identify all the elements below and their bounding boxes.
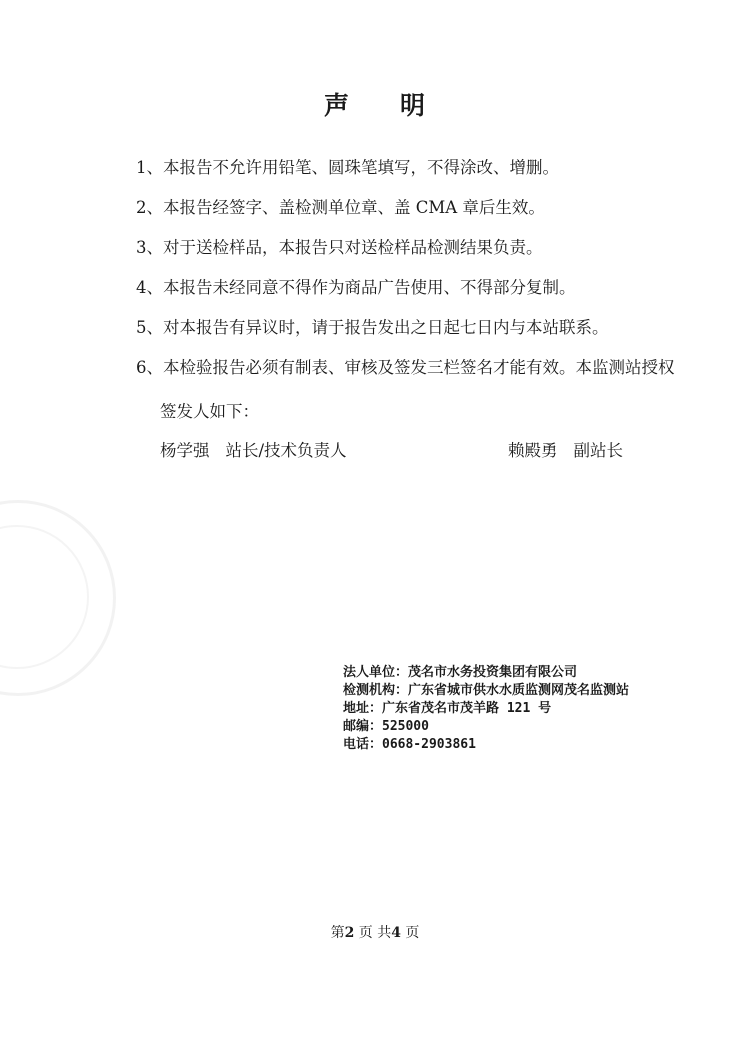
page-title <box>0 86 750 122</box>
page-mid: 页 共 <box>358 925 392 941</box>
item-text: 本报告经签字、盖检测单位章、盖 CMA 章后生效。 <box>163 198 545 217</box>
item-text: 本检验报告必须有制表、审核及签发三栏签名才能有效。本监测站授权 <box>163 358 675 377</box>
item-text: 本报告未经同意不得作为商品广告使用、不得部分复制。 <box>163 278 576 297</box>
page-total: 4 <box>391 925 401 941</box>
authorized-signers <box>160 437 660 461</box>
page-prefix: 第 <box>330 925 345 941</box>
postcode-line: 邮编：525000 <box>343 719 429 734</box>
page-number <box>0 922 750 942</box>
address-line: 地址：广东省茂名市茂羊路 121 号 <box>343 701 552 716</box>
item-text: 本报告不允许用铅笔、圆珠笔填写，不得涂改、增删。 <box>163 158 559 177</box>
signer-role: 站长/技术负责人 <box>225 441 347 460</box>
title-part-2: 明 <box>400 91 427 120</box>
signer-role: 副站长 <box>573 441 623 460</box>
statement-item-6-continuation: 签发人如下： <box>160 402 259 421</box>
page-current: 2 <box>344 925 355 941</box>
organization-info <box>343 664 629 754</box>
item-number: 6、 <box>136 358 163 377</box>
signer-1 <box>160 437 347 461</box>
statement-item-2 <box>136 198 696 238</box>
item-number: 4、 <box>136 278 163 297</box>
title-part-1: 声 <box>323 91 350 120</box>
item-text: 对本报告有异议时，请于报告发出之日起七日内与本站联系。 <box>163 318 609 337</box>
item-number: 5、 <box>136 318 163 337</box>
statement-item-6 <box>136 358 696 398</box>
statement-list <box>136 158 696 398</box>
signer-name: 杨学强 <box>160 441 210 460</box>
item-number: 3、 <box>136 238 163 257</box>
item-number: 1、 <box>136 158 163 177</box>
signer-name: 赖殿勇 <box>508 441 558 460</box>
phone-line: 电话：0668-2903861 <box>343 737 476 752</box>
page-suffix: 页 <box>405 925 420 941</box>
testing-org-line: 检测机构：广东省城市供水水质监测网茂名监测站 <box>343 683 630 698</box>
item-number: 2、 <box>136 198 163 217</box>
statement-item-1 <box>136 158 696 198</box>
statement-item-5 <box>136 318 696 358</box>
legal-entity-line: 法人单位：茂名市水务投资集团有限公司 <box>343 665 578 680</box>
signer-2 <box>508 437 623 461</box>
statement-item-4 <box>136 278 696 318</box>
item-text: 对于送检样品，本报告只对送检样品检测结果负责。 <box>163 238 543 257</box>
statement-item-3 <box>136 238 696 278</box>
